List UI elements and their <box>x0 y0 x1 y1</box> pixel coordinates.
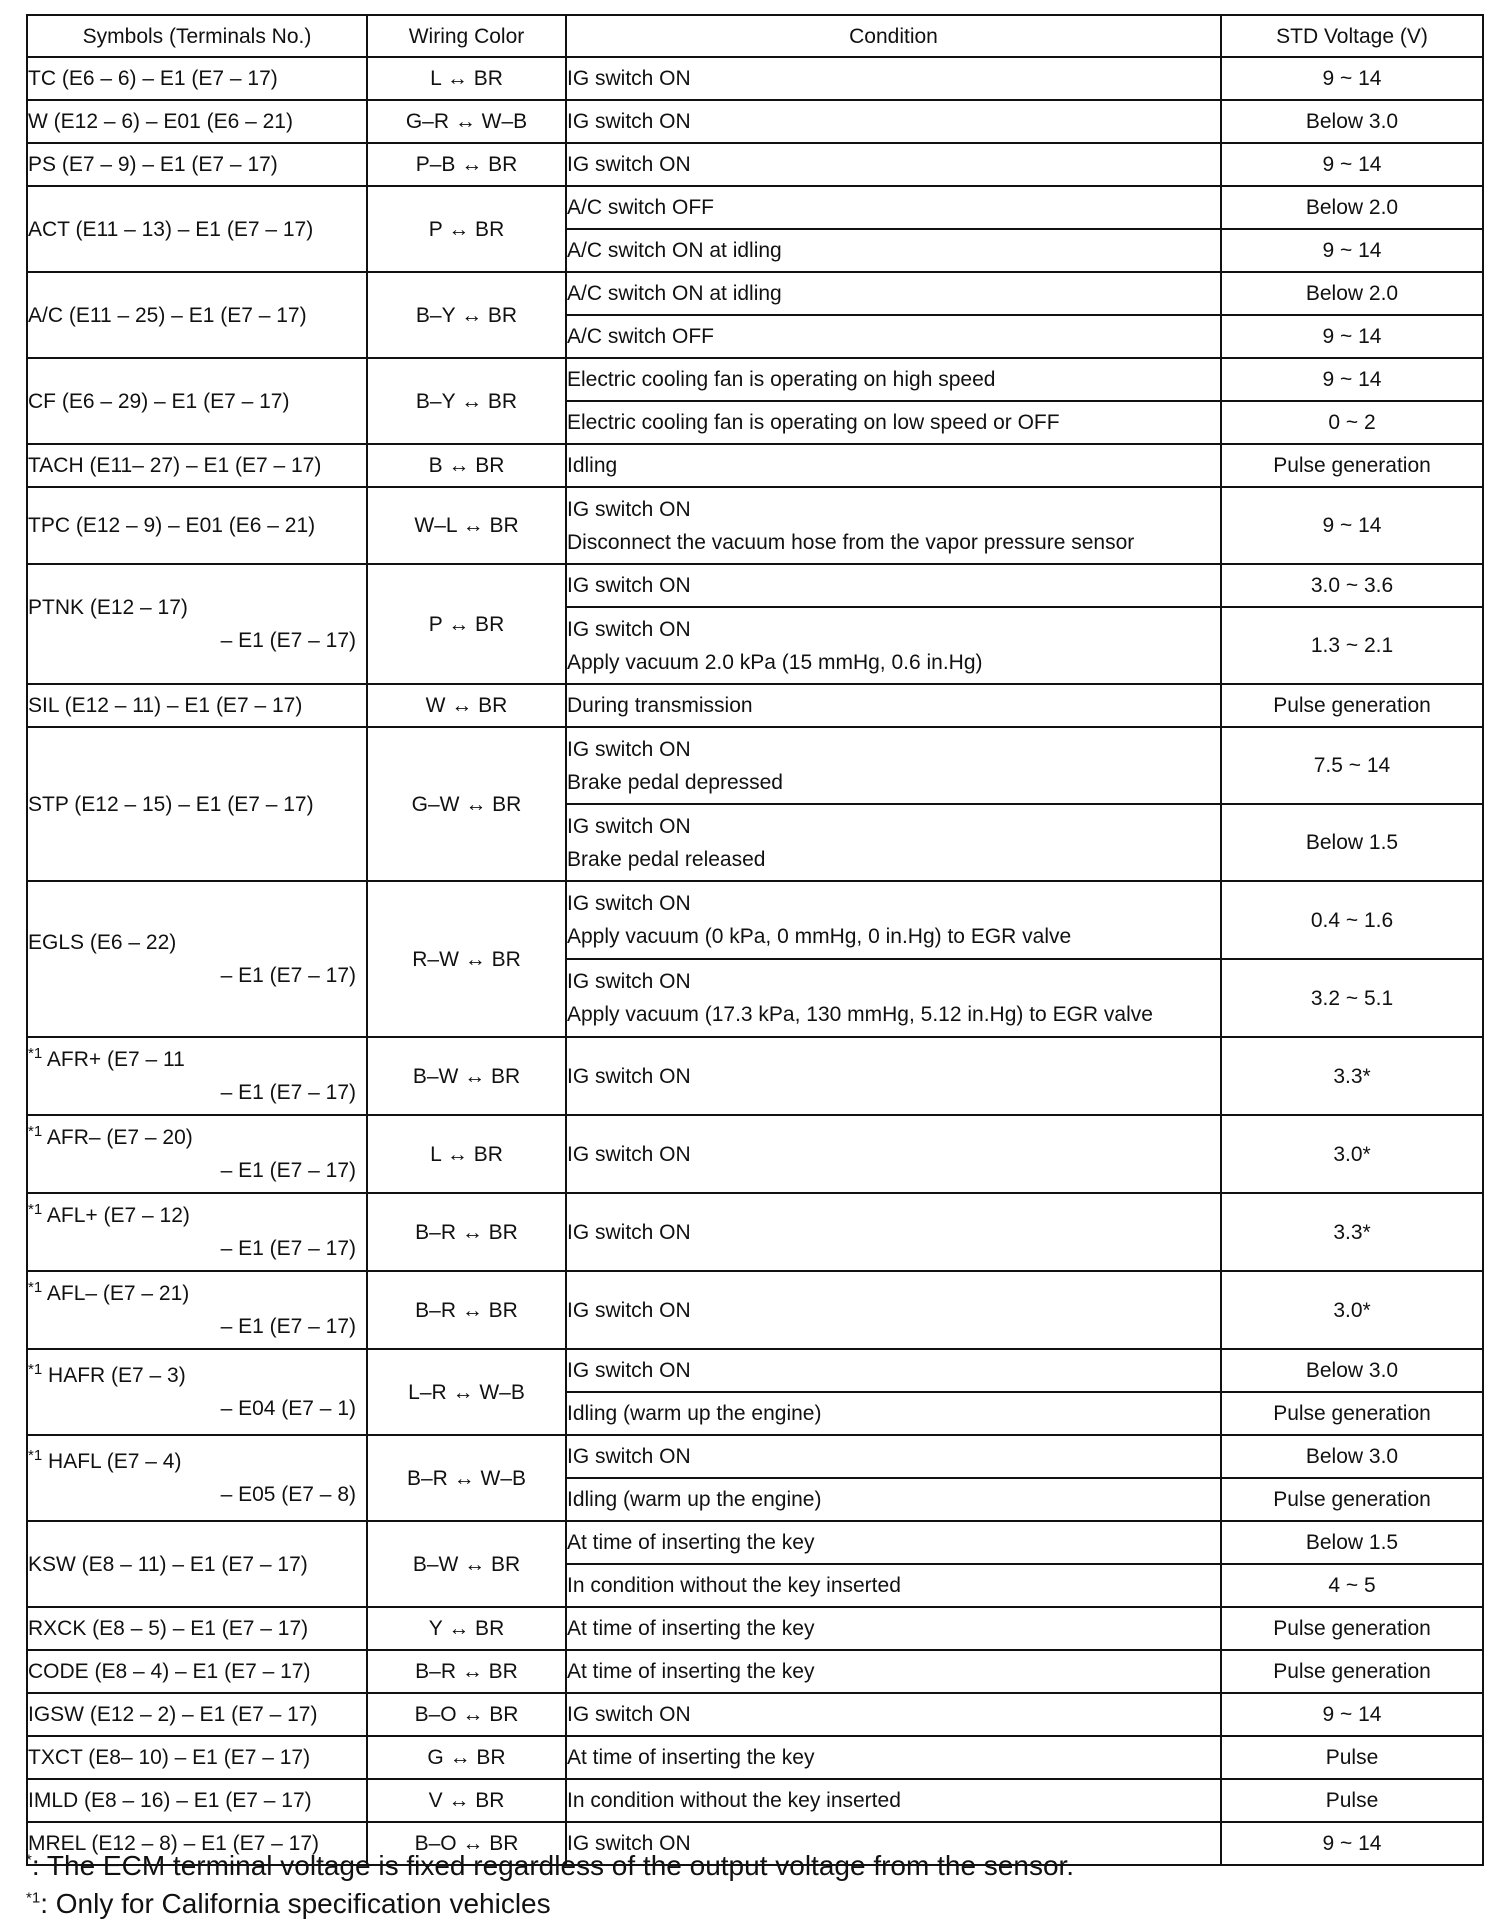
terminal-symbol-line <box>28 509 366 542</box>
terminal-symbol: A/C (E11 – 25) – E1 (E7 – 17) <box>28 303 307 327</box>
condition-line: Brake pedal depressed <box>567 770 783 794</box>
terminal-symbol-line <box>28 1548 366 1581</box>
std-voltage-cell: 0 ~ 2 <box>1221 401 1483 444</box>
table-row <box>27 1521 1483 1564</box>
wiring-color-cell: W–L ↔ BR <box>367 487 566 564</box>
california-footnote-mark: *1 <box>28 1123 43 1140</box>
condition-cell <box>566 229 1221 272</box>
condition-line: IG switch ON <box>567 737 691 761</box>
terminal-symbol: TPC (E12 – 9) – E01 (E6 – 21) <box>28 514 316 537</box>
condition-line: At time of inserting the key <box>567 1660 815 1683</box>
terminal-symbol: AFR+ (E7 – 11 <box>46 1048 185 1071</box>
terminal-symbol-line <box>28 299 366 332</box>
wiring-color-cell: B–R ↔ W–B <box>367 1435 566 1521</box>
table-row <box>27 100 1483 143</box>
condition-cell <box>566 1564 1221 1607</box>
table-row <box>27 1736 1483 1779</box>
table-row <box>27 1779 1483 1822</box>
terminal-symbol-line <box>28 1199 366 1232</box>
condition-line: IG switch ON <box>567 110 691 133</box>
table-row <box>27 1650 1483 1693</box>
condition-line: IG switch ON <box>567 574 691 597</box>
wiring-color-cell: P ↔ BR <box>367 564 566 684</box>
condition-cell <box>566 959 1221 1037</box>
condition-line: Disconnect the vacuum hose from the vapor pressure sensor <box>567 530 1135 554</box>
condition-cell <box>566 1349 1221 1392</box>
std-voltage-cell: Below 1.5 <box>1221 1521 1483 1564</box>
california-footnote-mark: *1 <box>28 1045 43 1062</box>
terminal-symbol-cell <box>27 1115 367 1193</box>
condition-cell <box>566 1392 1221 1435</box>
terminal-symbol: RXCK (E8 – 5) – E1 (E7 – 17) <box>28 1617 309 1640</box>
wiring-color-cell: B–R ↔ BR <box>367 1271 566 1349</box>
terminal-symbol: SIL (E12 – 11) – E1 (E7 – 17) <box>28 694 303 717</box>
table-row <box>27 444 1483 487</box>
terminal-ground: – E1 (E7 – 17) <box>220 1315 356 1338</box>
table-row <box>27 1115 1483 1193</box>
wiring-color-cell: G–W ↔ BR <box>367 727 566 881</box>
terminal-symbol-line <box>28 1612 366 1645</box>
terminal-symbol: CODE (E8 – 4) – E1 (E7 – 17) <box>28 1660 311 1683</box>
condition-line: IG switch ON <box>567 617 691 641</box>
terminal-symbol-cell <box>27 1349 367 1435</box>
condition-line: Idling <box>567 454 618 477</box>
terminal-symbol-cell <box>27 143 367 186</box>
table-row <box>27 143 1483 186</box>
terminal-symbol-cell <box>27 1193 367 1271</box>
condition-cell <box>566 804 1221 881</box>
std-voltage-cell: 3.0 ~ 3.6 <box>1221 564 1483 607</box>
std-voltage-cell: Pulse generation <box>1221 444 1483 487</box>
condition-line: IG switch ON <box>567 1832 691 1855</box>
condition-cell <box>566 1521 1221 1564</box>
condition-cell <box>566 1478 1221 1521</box>
terminal-symbol: W (E12 – 6) – E01 (E6 – 21) <box>28 110 293 133</box>
terminal-symbol: HAFL (E7 – 4) <box>48 1450 182 1473</box>
terminal-symbol-line <box>28 148 366 181</box>
wiring-color-cell: B–W ↔ BR <box>367 1037 566 1115</box>
std-voltage-cell: Pulse generation <box>1221 1392 1483 1435</box>
wiring-color-cell: L ↔ BR <box>367 1115 566 1193</box>
terminal-ground: – E1 (E7 – 17) <box>220 1081 356 1104</box>
terminal-symbol-cell <box>27 186 367 272</box>
terminal-symbol-cell <box>27 1435 367 1521</box>
table-row <box>27 1349 1483 1392</box>
std-voltage-cell: Below 2.0 <box>1221 272 1483 315</box>
terminal-symbol: HAFR (E7 – 3) <box>48 1364 186 1387</box>
condition-cell <box>566 1650 1221 1693</box>
terminal-symbol: TC (E6 – 6) – E1 (E7 – 17) <box>28 67 278 90</box>
condition-cell <box>566 1435 1221 1478</box>
california-footnote-mark: *1 <box>28 1279 43 1296</box>
terminal-symbol-cell <box>27 1736 367 1779</box>
std-voltage-cell: 4 ~ 5 <box>1221 1564 1483 1607</box>
wiring-color-cell: G ↔ BR <box>367 1736 566 1779</box>
condition-line: IG switch ON <box>567 1064 691 1088</box>
condition-cell <box>566 1271 1221 1349</box>
wiring-color-cell: L–R ↔ W–B <box>367 1349 566 1435</box>
condition-cell <box>566 684 1221 727</box>
std-voltage-cell: Pulse generation <box>1221 1650 1483 1693</box>
california-footnote-mark: *1 <box>28 1201 43 1218</box>
std-voltage-cell: Below 3.0 <box>1221 1349 1483 1392</box>
std-voltage-cell: Pulse <box>1221 1736 1483 1779</box>
condition-line: IG switch ON <box>567 892 691 915</box>
terminal-symbol: PTNK (E12 – 17) <box>28 596 188 619</box>
header-symbols: Symbols (Terminals No.) <box>27 15 367 57</box>
terminal-symbol-line <box>28 1784 366 1817</box>
std-voltage-cell: 9 ~ 14 <box>1221 1693 1483 1736</box>
condition-line: A/C switch OFF <box>567 325 715 348</box>
condition-cell <box>566 564 1221 607</box>
std-voltage-cell: 1.3 ~ 2.1 <box>1221 607 1483 684</box>
terminal-symbol: ACT (E11 – 13) – E1 (E7 – 17) <box>28 217 314 241</box>
footnote-text: : Only for California specification vehicles <box>40 1888 551 1919</box>
terminal-symbol-cell <box>27 727 367 881</box>
table-row <box>27 1693 1483 1736</box>
std-voltage-cell: 9 ~ 14 <box>1221 143 1483 186</box>
wiring-color-cell: B–R ↔ BR <box>367 1650 566 1693</box>
table-row <box>27 1271 1483 1349</box>
std-voltage-cell: 9 ~ 14 <box>1221 487 1483 564</box>
std-voltage-cell: 9 ~ 14 <box>1221 358 1483 401</box>
wiring-color-cell: P ↔ BR <box>367 186 566 272</box>
condition-cell <box>566 315 1221 358</box>
condition-line: IG switch ON <box>567 814 691 838</box>
condition-line: IG switch ON <box>567 497 691 521</box>
terminal-symbol-cell <box>27 57 367 100</box>
condition-cell <box>566 358 1221 401</box>
terminal-symbol-line <box>28 1277 366 1310</box>
condition-line: A/C switch ON at idling <box>567 239 782 262</box>
terminal-symbol-line <box>28 385 366 418</box>
header-condition: Condition <box>566 15 1221 57</box>
wiring-color-cell: R–W ↔ BR <box>367 881 566 1037</box>
table-body <box>27 57 1483 1865</box>
std-voltage-cell: 9 ~ 14 <box>1221 315 1483 358</box>
terminal-ground: – E1 (E7 – 17) <box>220 1237 356 1260</box>
terminal-symbol-line <box>28 788 366 821</box>
table-row <box>27 1435 1483 1478</box>
condition-cell <box>566 272 1221 315</box>
condition-cell <box>566 1193 1221 1271</box>
condition-cell <box>566 186 1221 229</box>
terminal-symbol-line <box>28 1698 366 1731</box>
terminal-symbol-cell <box>27 684 367 727</box>
condition-cell <box>566 1607 1221 1650</box>
terminal-symbol-cell <box>27 1607 367 1650</box>
condition-cell <box>566 143 1221 186</box>
std-voltage-cell: Pulse <box>1221 1779 1483 1822</box>
condition-cell <box>566 1693 1221 1736</box>
terminal-symbol: EGLS (E6 – 22) <box>28 931 177 954</box>
wiring-color-cell: B–W ↔ BR <box>367 1521 566 1607</box>
terminal-ground: – E1 (E7 – 17) <box>220 964 356 987</box>
terminal-symbol-cell <box>27 1271 367 1349</box>
terminal-symbol-line <box>28 1655 366 1688</box>
condition-line: In condition without the key inserted <box>567 1789 901 1812</box>
terminal-symbol: CF (E6 – 29) – E1 (E7 – 17) <box>28 389 290 413</box>
wiring-color-cell: B–Y ↔ BR <box>367 358 566 444</box>
condition-line: IG switch ON <box>567 153 691 176</box>
condition-cell <box>566 1736 1221 1779</box>
condition-line: Electric cooling fan is operating on low speed or OFF <box>567 411 1060 434</box>
condition-line: IG switch ON <box>567 1359 691 1382</box>
table-row <box>27 1607 1483 1650</box>
condition-line: IG switch ON <box>567 1220 691 1244</box>
california-footnote-mark: *1 <box>28 1447 43 1464</box>
footnote-text: : The ECM terminal voltage is fixed regardless of the output voltage from the sensor. <box>31 1850 1075 1881</box>
condition-line: During transmission <box>567 694 753 717</box>
condition-cell <box>566 607 1221 684</box>
footnote-asterisk <box>26 1850 1074 1882</box>
condition-cell <box>566 727 1221 804</box>
header-std-voltage: STD Voltage (V) <box>1221 15 1483 57</box>
std-voltage-cell: Below 3.0 <box>1221 100 1483 143</box>
terminal-symbol-cell <box>27 564 367 684</box>
table-row <box>27 564 1483 607</box>
condition-cell <box>566 1115 1221 1193</box>
condition-line: Apply vacuum (0 kPa, 0 mmHg, 0 in.Hg) to EGR valve <box>567 925 1072 948</box>
condition-line: IG switch ON <box>567 1703 691 1726</box>
terminal-symbol-cell <box>27 487 367 564</box>
condition-line: IG switch ON <box>567 970 691 993</box>
std-voltage-cell: Below 3.0 <box>1221 1435 1483 1478</box>
wiring-color-cell: Y ↔ BR <box>367 1607 566 1650</box>
terminal-symbol-line <box>28 105 366 138</box>
terminal-symbol: IGSW (E12 – 2) – E1 (E7 – 17) <box>28 1703 318 1726</box>
terminal-symbol: AFR– (E7 – 20) <box>46 1126 193 1149</box>
terminal-ground: – E1 (E7 – 17) <box>220 1159 356 1182</box>
footnote-california <box>26 1888 551 1920</box>
wiring-color-cell: L ↔ BR <box>367 57 566 100</box>
condition-line: Idling (warm up the engine) <box>567 1488 822 1511</box>
std-voltage-cell: 3.2 ~ 5.1 <box>1221 959 1483 1037</box>
condition-line: Apply vacuum (17.3 kPa, 130 mmHg, 5.12 in.Hg) to EGR valve <box>567 1003 1153 1026</box>
condition-line: IG switch ON <box>567 1298 691 1322</box>
wiring-color-cell: B–O ↔ BR <box>367 1822 566 1865</box>
std-voltage-cell: 9 ~ 14 <box>1221 57 1483 100</box>
std-voltage-cell: Pulse generation <box>1221 684 1483 727</box>
terminal-ground: – E05 (E7 – 8) <box>220 1483 356 1506</box>
condition-cell <box>566 401 1221 444</box>
terminal-symbol-line <box>28 1043 366 1076</box>
terminal-symbol-cell <box>27 358 367 444</box>
california-footnote-mark: *1 <box>28 1361 43 1378</box>
condition-line: In condition without the key inserted <box>567 1574 901 1597</box>
condition-line: At time of inserting the key <box>567 1746 815 1769</box>
terminal-symbol-line <box>28 689 366 722</box>
std-voltage-cell: 3.0* <box>1221 1115 1483 1193</box>
terminal-symbol-cell <box>27 1521 367 1607</box>
condition-line: IG switch ON <box>567 1142 691 1166</box>
terminal-symbol-line <box>28 213 366 246</box>
condition-line: Apply vacuum 2.0 kPa (15 mmHg, 0.6 in.Hg) <box>567 650 983 674</box>
table-row <box>27 1193 1483 1271</box>
terminal-voltage-table <box>26 14 1484 1866</box>
condition-cell <box>566 100 1221 143</box>
std-voltage-cell: Below 1.5 <box>1221 804 1483 881</box>
condition-line: Brake pedal released <box>567 847 766 871</box>
terminal-symbol-cell <box>27 1779 367 1822</box>
wiring-color-cell: B–Y ↔ BR <box>367 272 566 358</box>
terminal-symbol-line <box>28 1121 366 1154</box>
table-row <box>27 57 1483 100</box>
std-voltage-cell: 3.3* <box>1221 1193 1483 1271</box>
std-voltage-cell: 7.5 ~ 14 <box>1221 727 1483 804</box>
condition-line: IG switch ON <box>567 67 691 90</box>
wiring-color-cell: B–R ↔ BR <box>367 1193 566 1271</box>
header-wiring-color: Wiring Color <box>367 15 566 57</box>
condition-cell <box>566 57 1221 100</box>
std-voltage-cell: 3.3* <box>1221 1037 1483 1115</box>
table-row <box>27 727 1483 804</box>
std-voltage-cell: 9 ~ 14 <box>1221 1822 1483 1865</box>
terminal-ground: – E04 (E7 – 1) <box>220 1397 356 1420</box>
condition-cell <box>566 1037 1221 1115</box>
terminal-symbol-cell <box>27 100 367 143</box>
wiring-color-cell: P–B ↔ BR <box>367 143 566 186</box>
terminal-ground: – E1 (E7 – 17) <box>220 629 356 652</box>
terminal-symbol: AFL+ (E7 – 12) <box>46 1204 190 1227</box>
condition-line: Electric cooling fan is operating on high speed <box>567 368 996 391</box>
wiring-color-cell: B–O ↔ BR <box>367 1693 566 1736</box>
condition-line: A/C switch OFF <box>567 196 715 219</box>
terminal-symbol-cell <box>27 1693 367 1736</box>
terminal-symbol-cell <box>27 272 367 358</box>
terminal-symbol: TXCT (E8– 10) – E1 (E7 – 17) <box>28 1746 311 1769</box>
std-voltage-cell: Below 2.0 <box>1221 186 1483 229</box>
table-row <box>27 186 1483 229</box>
std-voltage-cell: Pulse generation <box>1221 1607 1483 1650</box>
terminal-symbol: KSW (E8 – 11) – E1 (E7 – 17) <box>28 1552 308 1576</box>
std-voltage-cell: 0.4 ~ 1.6 <box>1221 881 1483 959</box>
table-row <box>27 1037 1483 1115</box>
wiring-color-cell: V ↔ BR <box>367 1779 566 1822</box>
terminal-symbol-cell <box>27 881 367 1037</box>
terminal-symbol-cell <box>27 1650 367 1693</box>
terminal-symbol: TACH (E11– 27) – E1 (E7 – 17) <box>28 454 322 477</box>
terminal-symbol-line <box>28 1445 366 1478</box>
condition-line: At time of inserting the key <box>567 1531 815 1554</box>
terminal-symbol: IMLD (E8 – 16) – E1 (E7 – 17) <box>28 1789 312 1812</box>
table-row <box>27 881 1483 959</box>
condition-cell <box>566 487 1221 564</box>
table-row <box>27 487 1483 564</box>
condition-cell <box>566 444 1221 487</box>
footnote-mark: * <box>26 1851 32 1869</box>
terminal-symbol-line <box>28 1741 366 1774</box>
terminal-symbol: MREL (E12 – 8) – E1 (E7 – 17) <box>28 1832 320 1855</box>
condition-line: IG switch ON <box>567 1445 691 1468</box>
table-row <box>27 358 1483 401</box>
condition-line: A/C switch ON at idling <box>567 282 782 305</box>
footnote-mark: *1 <box>26 1889 41 1907</box>
terminal-symbol: AFL– (E7 – 21) <box>46 1282 190 1305</box>
terminal-symbol-cell <box>27 1037 367 1115</box>
terminal-symbol-line <box>28 1359 366 1392</box>
std-voltage-cell: 9 ~ 14 <box>1221 229 1483 272</box>
std-voltage-cell: Pulse generation <box>1221 1478 1483 1521</box>
header-row <box>27 15 1483 57</box>
condition-line: Idling (warm up the engine) <box>567 1402 822 1425</box>
terminal-symbol-cell <box>27 444 367 487</box>
terminal-symbol-line <box>28 926 366 959</box>
terminal-symbol-line <box>28 62 366 95</box>
table-row <box>27 272 1483 315</box>
condition-line: At time of inserting the key <box>567 1617 815 1640</box>
wiring-color-cell: W ↔ BR <box>367 684 566 727</box>
table-row <box>27 684 1483 727</box>
wiring-color-cell: G–R ↔ W–B <box>367 100 566 143</box>
terminal-symbol-line <box>28 591 366 624</box>
terminal-symbol: STP (E12 – 15) – E1 (E7 – 17) <box>28 792 314 816</box>
wiring-color-cell: B ↔ BR <box>367 444 566 487</box>
std-voltage-cell: 3.0* <box>1221 1271 1483 1349</box>
condition-cell <box>566 1779 1221 1822</box>
terminal-symbol: PS (E7 – 9) – E1 (E7 – 17) <box>28 153 278 176</box>
terminal-symbol-line <box>28 449 366 482</box>
condition-cell <box>566 881 1221 959</box>
